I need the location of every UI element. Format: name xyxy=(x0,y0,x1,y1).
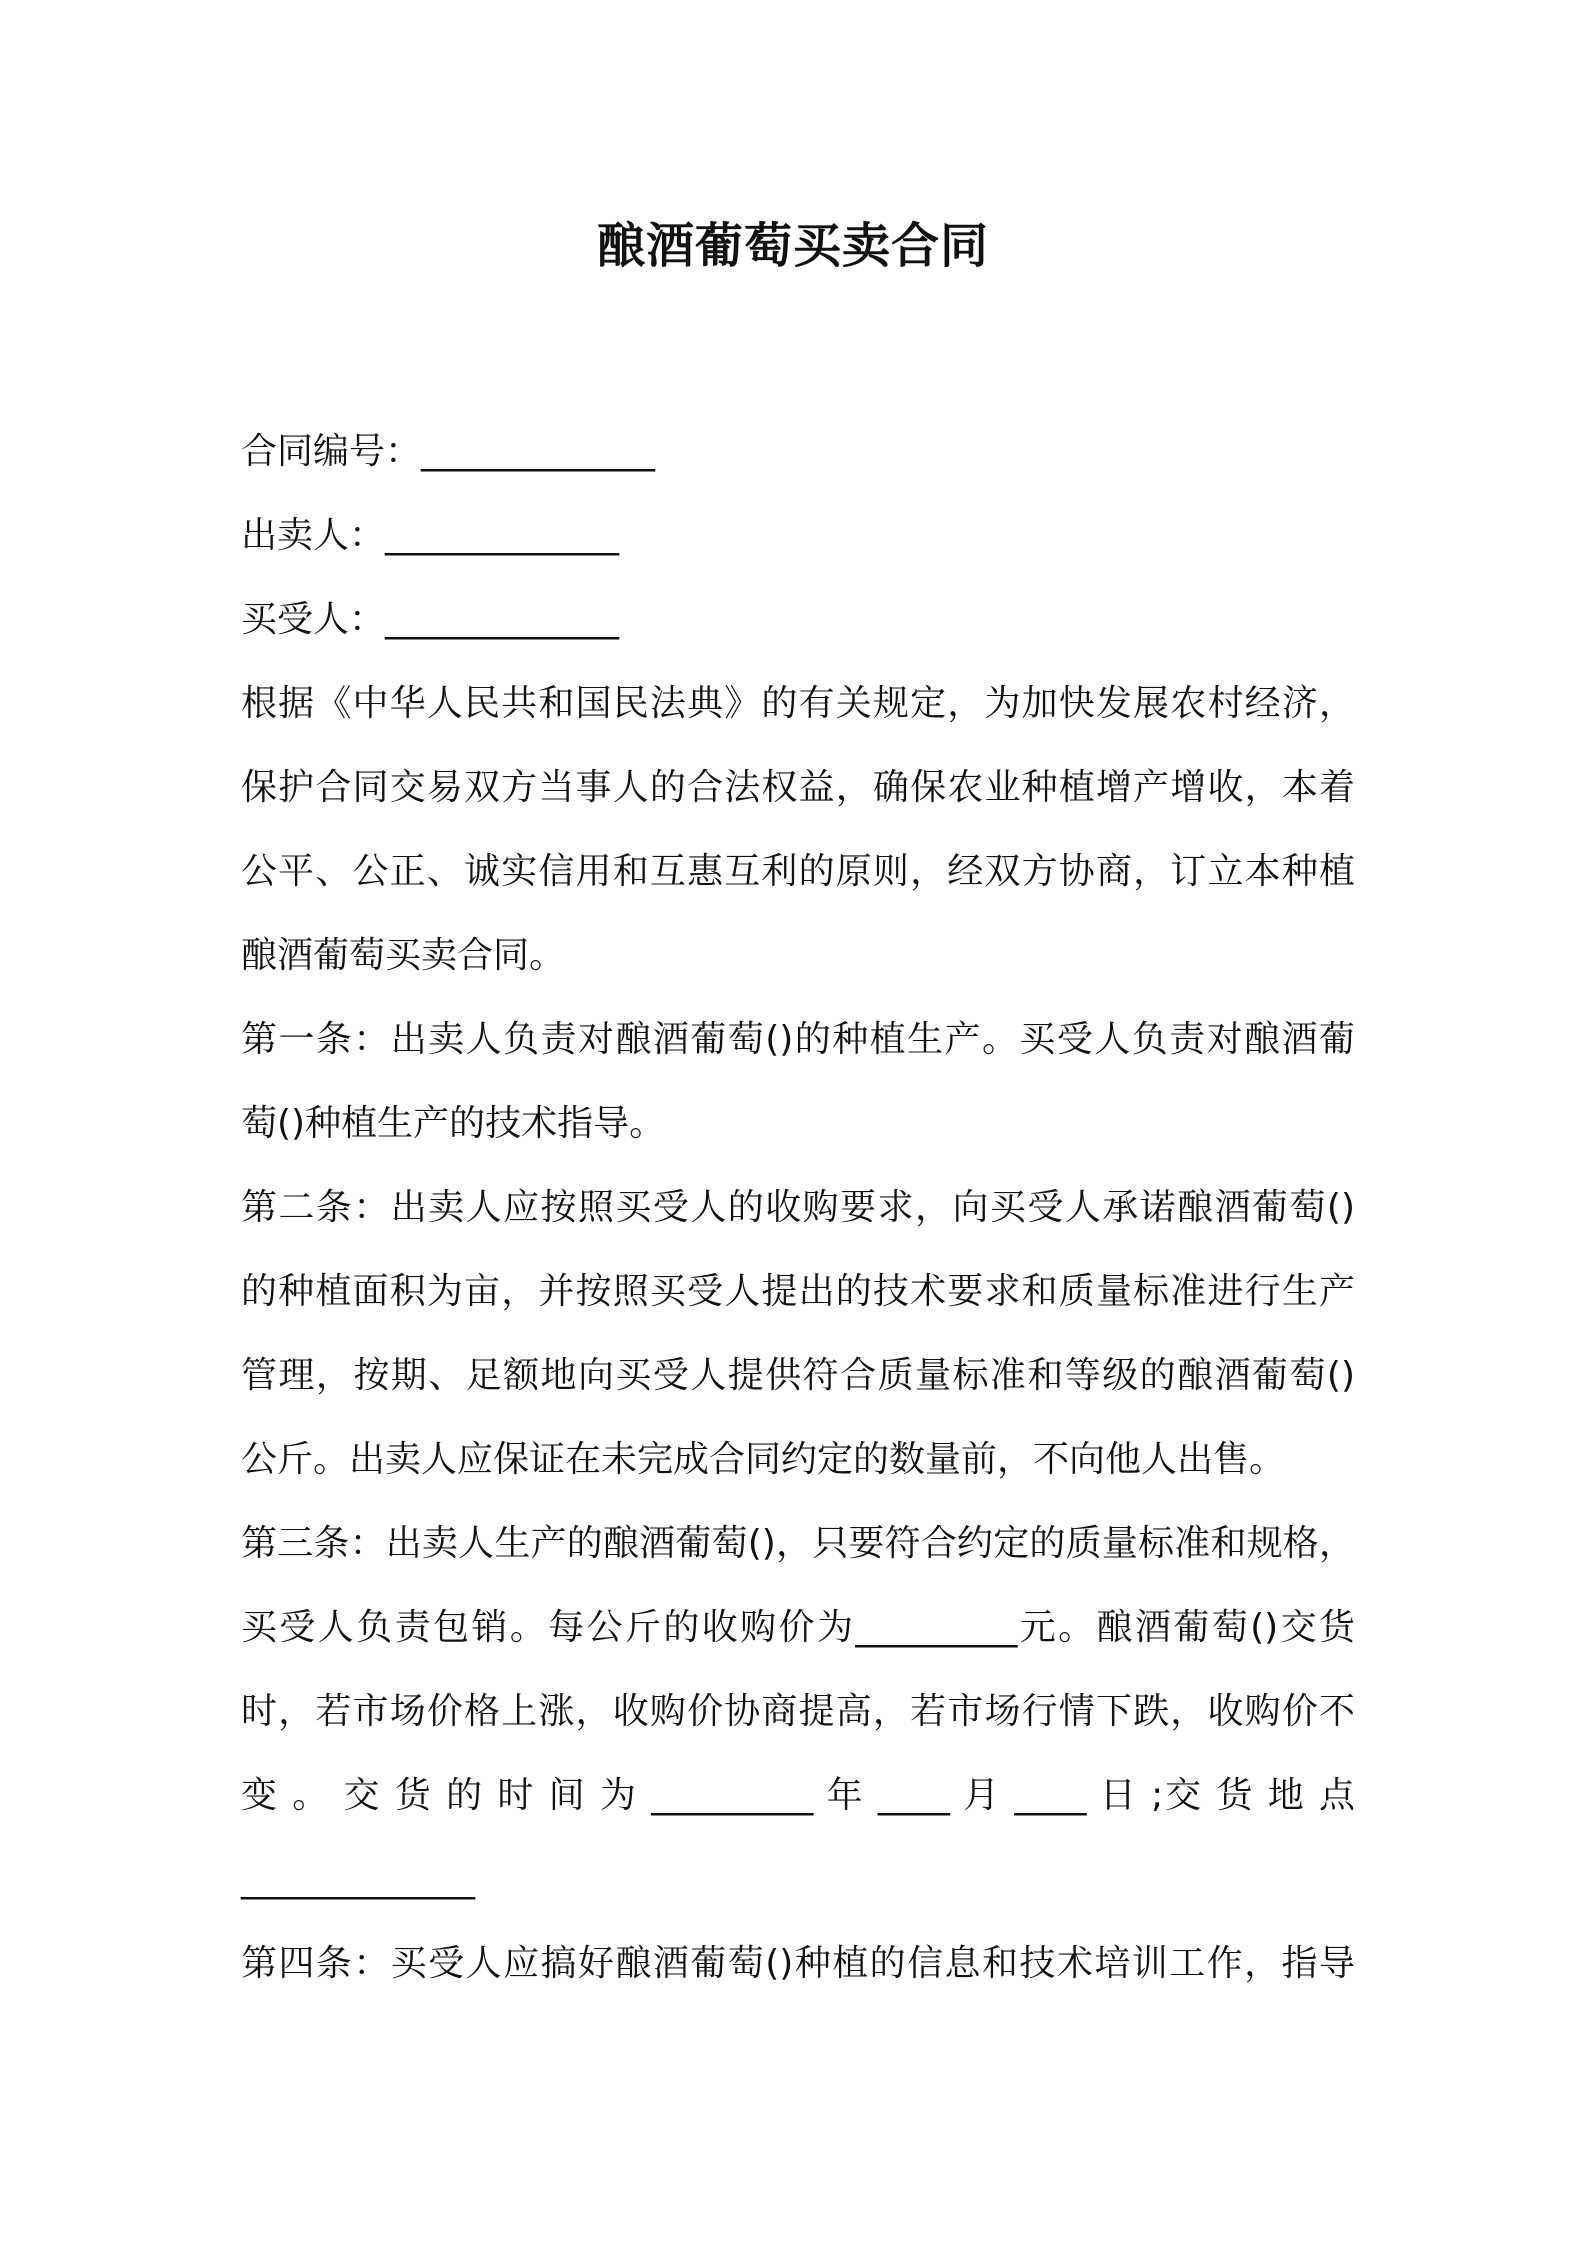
seller-field: 出卖人：_____________ xyxy=(241,515,620,556)
article-3-line: 变 。 交 货 的 时 间 为 _________ 年 ____ 月 ____ 日 ;交 货 地 点 xyxy=(241,1775,1355,1816)
article-1-line: 萄()种植生产的技术指导。 xyxy=(241,1103,666,1144)
article-3-line: 第三条：出卖人生产的酿酒葡萄()，只要符合约定的质量标准和规格， xyxy=(241,1523,1355,1564)
article-2-line: 的种植面积为亩，并按照买受人提出的技术要求和质量标准进行生产 xyxy=(241,1271,1355,1312)
article-3-line: 买受人负责包销。每公斤的收购价为_________元。酿酒葡萄()交货 xyxy=(241,1607,1355,1648)
article-4-line: 第四条：买受人应搞好酿酒葡萄()种植的信息和技术培训工作，指导 xyxy=(241,1943,1355,1984)
article-3-line: 时，若市场价格上涨，收购价协商提高，若市场行情下跌，收购价不 xyxy=(241,1691,1355,1732)
body-line: 酿酒葡萄买卖合同。 xyxy=(241,935,566,976)
article-1-line: 第一条：出卖人负责对酿酒葡萄()的种植生产。买受人负责对酿酒葡 xyxy=(241,1019,1355,1060)
contract-number-field: 合同编号：_____________ xyxy=(241,431,656,472)
article-2-line: 公斤。出卖人应保证在未完成合同约定的数量前，不向他人出售。 xyxy=(241,1439,1286,1480)
contract-title: 酿酒葡萄买卖合同 xyxy=(596,218,989,274)
buyer-field: 买受人：_____________ xyxy=(241,599,620,640)
article-2-line: 第二条：出卖人应按照买受人的收购要求，向买受人承诺酿酒葡萄() xyxy=(241,1187,1355,1228)
body-line: 根据《中华人民共和国民法典》的有关规定，为加快发展农村经济， xyxy=(241,683,1355,724)
article-2-line: 管理，按期、足额地向买受人提供符合质量标准和等级的酿酒葡萄() xyxy=(241,1355,1355,1396)
contract-body xyxy=(241,410,1355,2006)
delivery-location-blank: _____________ xyxy=(241,1859,475,1900)
body-line: 公平、公正、诚实信用和互惠互利的原则，经双方协商，订立本种植 xyxy=(241,851,1355,892)
body-line: 保护合同交易双方当事人的合法权益，确保农业种植增产增收，本着 xyxy=(241,767,1355,808)
